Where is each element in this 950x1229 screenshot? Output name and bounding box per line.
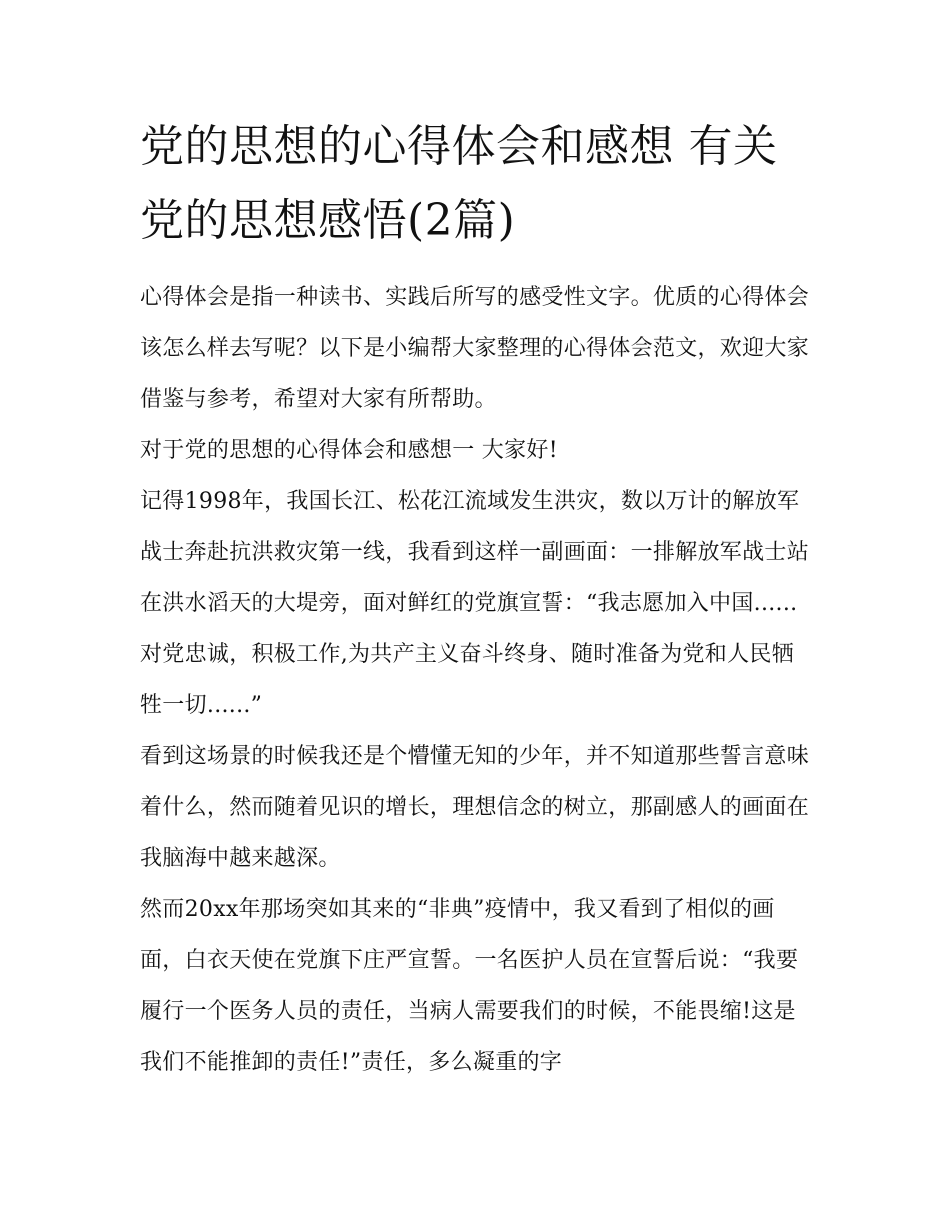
document-body [140,272,812,1088]
paragraph-reflection: 看到这场景的时候我还是个懵懂无知的少年，并不知道那些誓言意味着什么，然而随着见识的增长，理想信念的树立，那副感人的画面在我脑海中越来越深。 [140,744,810,871]
paragraph-intro: 心得体会是指一种读书、实践后所写的感受性文字。优质的心得体会该怎么样去写呢？以下是小编帮大家整理的心得体会范文，欢迎大家借鉴与参考，希望对大家有所帮助。 [140,285,810,412]
paragraph-sars: 然而20xx年那场突如其来的“非典”疫情中，我又看到了相似的画面，白衣天使在党旗下庄严宣誓。一名医护人员在宣誓后说：“我要履行一个医务人员的责任，当病人需要我们的时候，不能畏缩!这是我们不能推卸的责任!”责任，多么凝重的字 [140,897,799,1075]
paragraph-greeting: 对于党的思想的心得体会和感想一 大家好! [140,438,558,463]
document-title: 党的思想的心得体会和感想 有关党的思想感悟(2篇) [140,121,778,246]
paragraph-1998-flood: 记得1998年，我国长江、松花江流域发生洪灾，数以万计的解放军战士奔赴抗洪救灾第一线，我看到这样一副画面：一排解放军战士站在洪水滔天的大堤旁，面对鲜红的党旗宣誓：“我志愿加入中国......对党忠诚，积极工作,为共产主义奋斗终身、随时准备为党和人民牺牲一切......” [140,489,810,718]
